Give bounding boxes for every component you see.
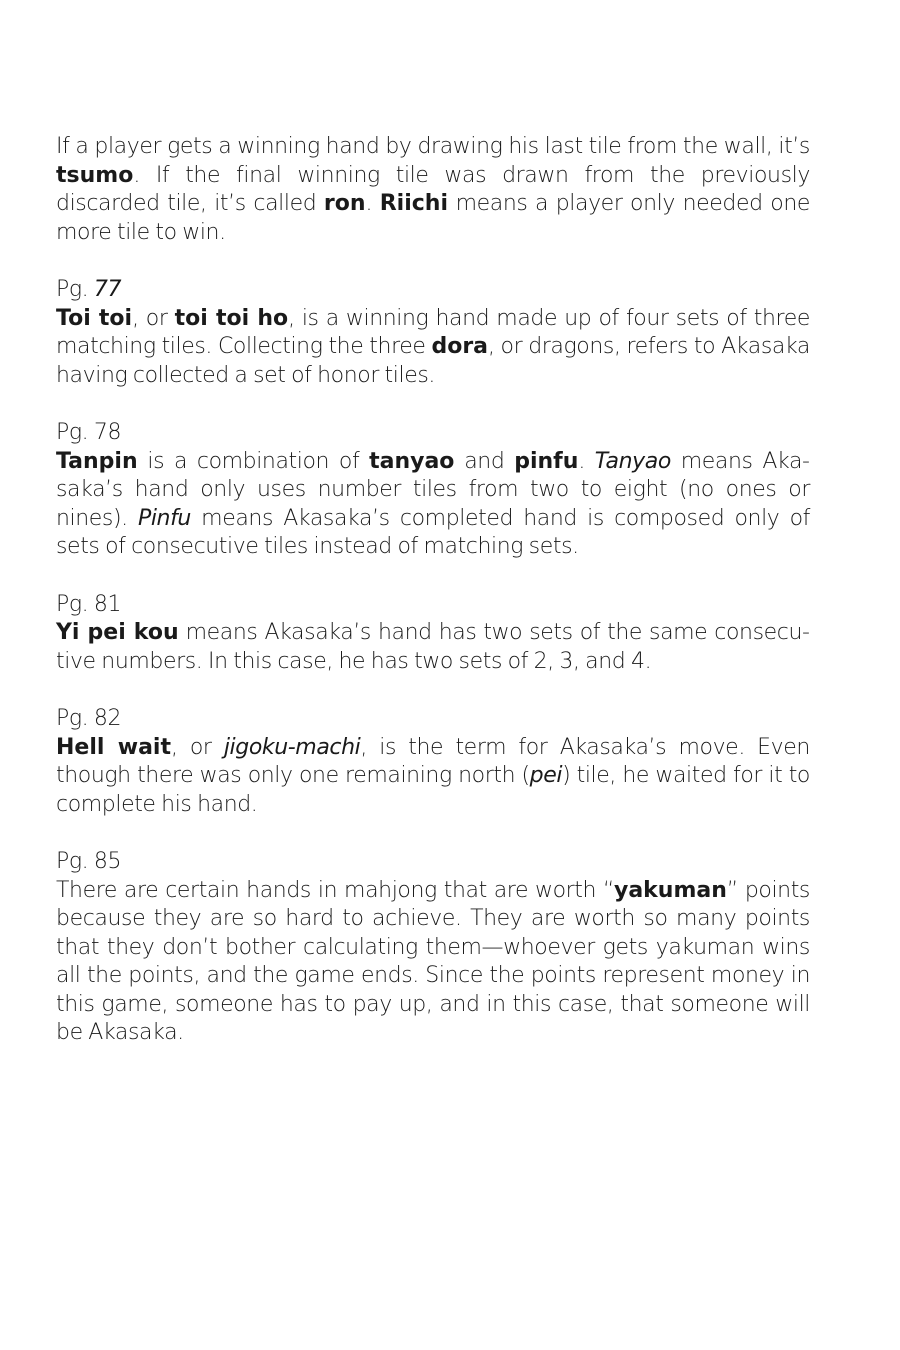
term-pinfu: pinfu bbox=[514, 448, 579, 474]
note-pg-78 bbox=[56, 419, 810, 562]
note-pg-85 bbox=[56, 848, 810, 1048]
term-jigoku-machi: jigoku-machi bbox=[223, 734, 361, 760]
intro-text-3: . bbox=[365, 191, 380, 216]
term-tanyao-italic: Tanyao bbox=[594, 448, 671, 474]
page-reference: Pg. 77 bbox=[56, 277, 122, 302]
term-hell-wait: Hell wait bbox=[56, 734, 171, 760]
note-pg-81 bbox=[56, 591, 810, 677]
glossary-page bbox=[56, 133, 810, 1048]
intro-text-1: If a player gets a winning hand by drawing his last tile from the wall, it’s bbox=[56, 134, 810, 159]
note-text: Tanpin is a combination of tanyao and pinfu. Tanyao means Akasaka’s hand only uses number tiles from two to eight (no ones or nines). Pinfu means Akasaka’s completed hand is composed only of sets of consecutive tiles instead of matching sets. bbox=[56, 448, 810, 559]
term-toi-toi: Toi toi bbox=[56, 305, 133, 331]
term-pinfu-italic: Pinfu bbox=[137, 505, 191, 531]
note-text: Hell wait, or jigoku-machi, is the term for Akasaka’s move. Even though there was only one remaining north (pei) tile, he waited for it to complete his hand. bbox=[56, 734, 810, 817]
note-text: Toi toi, or toi toi ho, is a winning hand made up of four sets of three matching tiles. Collecting the three dora, or dragons, refers to Akasaka having collected a set of honor tiles. bbox=[56, 305, 810, 388]
note-pg-82 bbox=[56, 705, 810, 819]
term-dora: dora bbox=[431, 334, 489, 359]
term-tanpin: Tanpin bbox=[56, 448, 138, 474]
term-ron: ron bbox=[323, 191, 366, 216]
note-text: Yi pei kou means Akasaka’s hand has two sets of the same consecutive numbers. In this case, he has two sets of 2, 3, and 4. bbox=[56, 620, 810, 674]
term-tanyao: tanyao bbox=[369, 448, 455, 474]
page-reference: Pg. 82 bbox=[56, 706, 122, 731]
term-riichi: Riichi bbox=[379, 191, 448, 216]
intro-text-2: . If the final winning tile was drawn from the previously discarded tile, it’s called bbox=[56, 162, 810, 216]
term-toi-toi-ho: toi toi ho bbox=[174, 305, 289, 331]
intro-paragraph bbox=[56, 133, 810, 247]
term-yi-pei-kou: Yi pei kou bbox=[56, 620, 179, 645]
term-yakuman: yakuman bbox=[613, 877, 727, 903]
page-reference: Pg. 81 bbox=[56, 591, 122, 617]
term-tsumo: tsumo bbox=[56, 162, 134, 188]
page-reference: Pg. 85 bbox=[56, 849, 122, 874]
note-pg-77 bbox=[56, 276, 810, 390]
term-pei: pei bbox=[529, 763, 563, 788]
page-reference: Pg. 78 bbox=[56, 420, 122, 445]
intro-text-4: means a player only needed one more tile to win. bbox=[56, 191, 810, 245]
note-text: There are certain hands in mahjong that are worth “yakuman” points because they are so hard to achieve. They are worth so many points that they don’t bother calculating them—whoever gets yakuman wins all the points, and the game ends. Since the points represent money in this game, someone has to pay up, and in this case, that someone will be Akasaka. bbox=[56, 877, 810, 1045]
